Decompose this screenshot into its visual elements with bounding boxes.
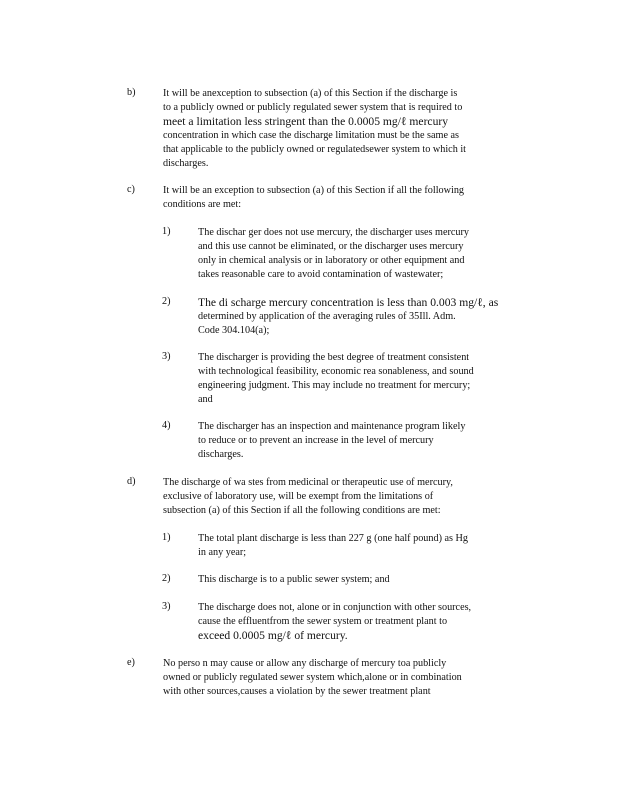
- paragraph-label: d): [127, 476, 136, 487]
- paragraph-label: e): [127, 657, 135, 668]
- text-line: conditions are met:: [163, 199, 242, 210]
- subparagraph-d2: [162, 573, 522, 587]
- paragraph-text: [163, 184, 527, 212]
- text-line: concentration in which case the discharge limitation must be the same as: [163, 130, 460, 141]
- subparagraph-text: [198, 601, 522, 643]
- text-line: discharges.: [198, 449, 244, 460]
- subparagraph-label: 1): [162, 532, 171, 543]
- text-line: with other sources,causes a violation by the sewer treatment plant: [163, 686, 431, 697]
- text-line: to reduce or to prevent an increase in the level of mercury: [198, 435, 434, 446]
- text-line: The total plant discharge is less than 227 g (one half pound) as Hg: [198, 533, 469, 544]
- text-line: No perso n may cause or allow any discharge of mercury toa publicly: [163, 658, 447, 669]
- text-line: It will be an exception to subsection (a) of this Section if all the following: [163, 185, 465, 196]
- subparagraph-c4: [162, 420, 522, 462]
- text-line: exclusive of laboratory use, will be exempt from the limitations of: [163, 491, 434, 502]
- text-line: This discharge is to a public sewer system; and: [198, 574, 390, 585]
- text-line: determined by application of the averaging rules of 35Ill. Adm.: [198, 311, 456, 322]
- subparagraph-d1: [162, 532, 522, 560]
- subparagraph-text: [198, 296, 522, 338]
- subparagraph-d3: [162, 601, 522, 643]
- subparagraph-label: 1): [162, 226, 171, 237]
- text-line: only in chemical analysis or in laboratory or other equipment and: [198, 255, 465, 266]
- text-line: discharges.: [163, 158, 209, 169]
- text-line: The discharger has an inspection and maintenance program likely: [198, 421, 466, 432]
- paragraph-e: [127, 657, 527, 699]
- subparagraph-label: 4): [162, 420, 171, 431]
- text-line: cause the effluentfrom the sewer system or treatment plant to: [198, 616, 448, 627]
- text-line: The dischar ger does not use mercury, the discharger uses mercury: [198, 227, 470, 238]
- subparagraph-label: 2): [162, 296, 171, 307]
- text-line: owned or publicly regulated sewer system which,alone or in combination: [163, 672, 462, 683]
- text-line: and this use cannot be eliminated, or the discharger uses mercury: [198, 241, 464, 252]
- text-line: with technological feasibility, economic rea sonableness, and sound: [198, 366, 474, 377]
- subparagraph-text: [198, 226, 522, 282]
- text-line: and: [198, 394, 213, 405]
- text-line: in any year;: [198, 547, 247, 558]
- text-line: exceed 0.0005 mg/ℓ of mercury.: [198, 629, 348, 642]
- subparagraph-label: 3): [162, 351, 171, 362]
- subparagraph-c3: [162, 351, 522, 407]
- text-line: meet a limitation less stringent than the 0.0005 mg/ℓ mercury: [163, 115, 449, 128]
- text-line: The di scharge mercury concentration is less than 0.003 mg/ℓ, as: [198, 296, 499, 309]
- subparagraph-text: [198, 420, 522, 462]
- subparagraph-label: 3): [162, 601, 171, 612]
- text-line: The discharger is providing the best degree of treatment consistent: [198, 352, 470, 363]
- text-line: engineering judgment. This may include no treatment for mercury;: [198, 380, 471, 391]
- text-line: The discharge of wa stes from medicinal or therapeutic use of mercury,: [163, 477, 453, 488]
- paragraph-text: [163, 87, 527, 171]
- text-line: that applicable to the publicly owned or regulatedsewer system to which it: [163, 144, 466, 155]
- subparagraph-c1: [162, 226, 522, 282]
- subparagraph-text: [198, 351, 522, 407]
- text-line: The discharge does not, alone or in conjunction with other sources,: [198, 602, 472, 613]
- paragraph-label: c): [127, 184, 135, 195]
- paragraph-text: [163, 476, 527, 518]
- paragraph-c: [127, 184, 527, 212]
- text-line: Code 304.104(a);: [198, 325, 270, 336]
- text-line: to a publicly owned or publicly regulated sewer system that is required to: [163, 102, 463, 113]
- subparagraph-label: 2): [162, 573, 171, 584]
- subparagraph-text: [198, 532, 522, 560]
- text-line: It will be anexception to subsection (a) of this Section if the discharge is: [163, 88, 458, 99]
- text-line: takes reasonable care to avoid contamination of wastewater;: [198, 269, 444, 280]
- paragraph-label: b): [127, 87, 136, 98]
- paragraph-text: [163, 657, 527, 699]
- paragraph-d: [127, 476, 527, 518]
- subparagraph-c2: [162, 296, 522, 338]
- text-line: subsection (a) of this Section if all the following conditions are met:: [163, 505, 441, 516]
- paragraph-b: [127, 87, 527, 171]
- subparagraph-text: [198, 573, 522, 587]
